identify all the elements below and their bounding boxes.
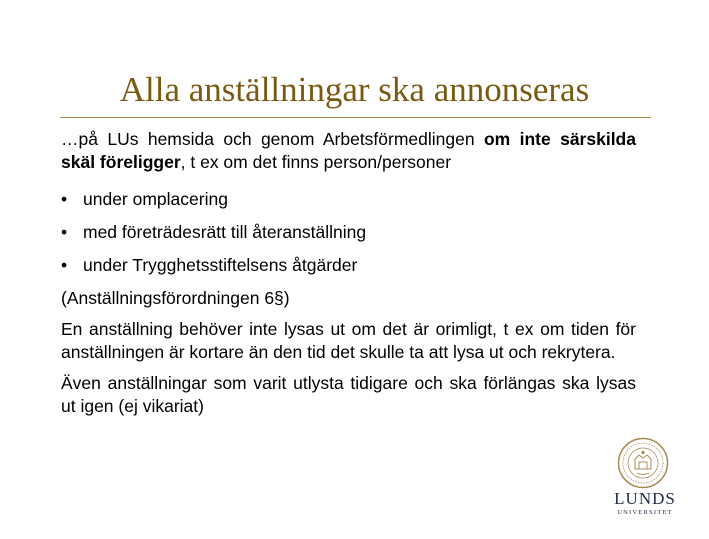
extension-paragraph: Även anställningar som varit utlysta tidigare och ska förlängas ska lysas ut igen (ej vikariat) — [61, 373, 636, 416]
intro-tail: , t ex om det finns person/personer — [180, 152, 452, 172]
logo-subtitle: UNIVERSITET — [617, 509, 673, 516]
university-seal-icon — [617, 437, 669, 489]
logo-wordmark: LUNDS — [614, 489, 676, 508]
bullet-text: under omplacering — [83, 189, 228, 209]
law-reference: (Anställningsförordningen 6§) — [61, 288, 290, 308]
bullet-item — [61, 221, 636, 244]
bullet-text: under Trygghetsstiftelsens åtgärder — [83, 255, 358, 275]
slide-body — [61, 128, 636, 418]
intro-paragraph — [61, 128, 636, 174]
title-divider — [60, 117, 651, 118]
intro-text: …på LUs hemsida och genom Arbetsförmedlingen — [61, 129, 484, 149]
university-logo — [607, 437, 683, 521]
bullet-dot: • — [61, 189, 68, 209]
bullet-dot: • — [61, 255, 68, 275]
slide-title: Alla anställningar ska annonseras — [119, 70, 590, 109]
bullet-text: med företrädesrätt till återanställning — [83, 222, 367, 242]
bullet-item — [61, 188, 636, 211]
bullet-item — [61, 254, 636, 277]
orimligt-paragraph: En anställning behöver inte lysas ut om det är orimligt, t ex om tiden för anställningen är kortare än den tid det skulle ta att lysa ut och rekrytera. — [61, 319, 636, 362]
bullet-dot: • — [61, 222, 68, 242]
bullet-list — [61, 188, 636, 277]
intro-emphasis: om inte särskilda skäl föreligger — [61, 129, 636, 172]
